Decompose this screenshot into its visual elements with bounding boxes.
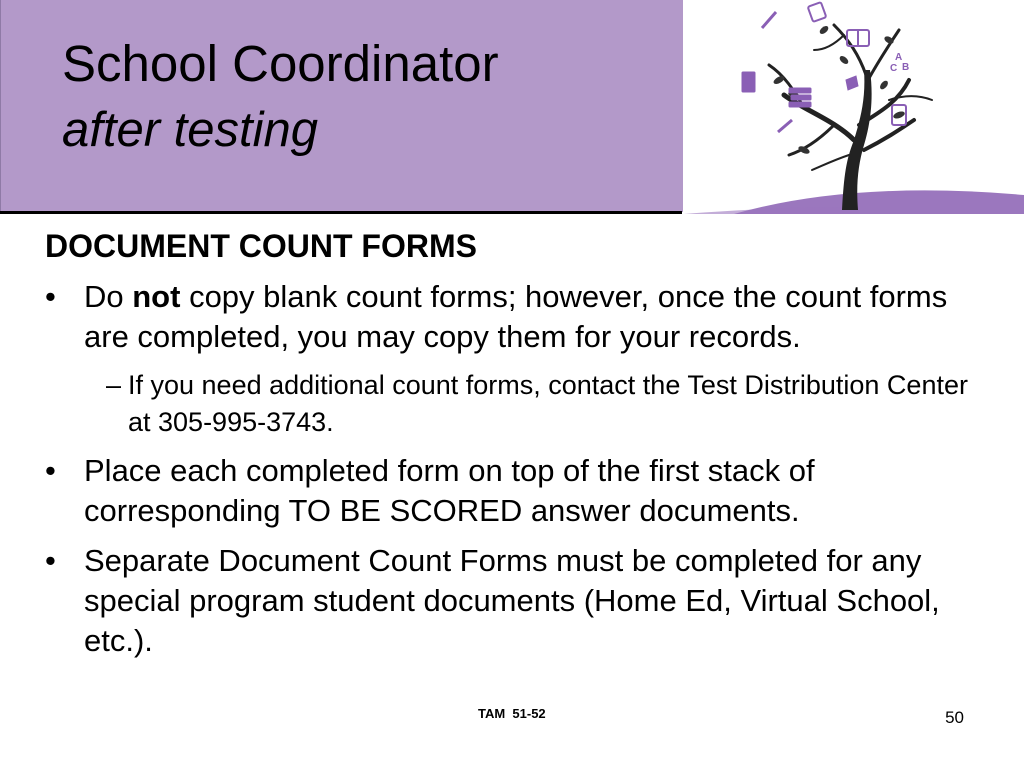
slide-content — [45, 226, 975, 671]
bullet-item — [45, 541, 975, 661]
bullet-text-prefix: Do — [84, 279, 133, 314]
page-number: 50 — [945, 708, 964, 727]
bullet-marker: • — [45, 279, 56, 314]
svg-text:A: A — [895, 52, 903, 63]
slide-title: School Coordinator — [62, 35, 499, 92]
bullet-marker: • — [45, 453, 56, 488]
bullet-item — [45, 451, 975, 531]
bullet-item — [45, 277, 975, 357]
bullet-text-rest: copy blank count forms; however, once the count forms are completed, you may copy them for your records. — [84, 279, 948, 354]
svg-text:C: C — [890, 63, 898, 74]
bullet-text: Separate Document Count Forms must be completed for any special program student documents (Home Ed, Virtual School, etc.). — [84, 543, 940, 658]
bullet-marker: • — [45, 543, 56, 578]
bullet-text-emphasis: not — [132, 279, 181, 314]
section-heading: DOCUMENT COUNT FORMS — [45, 228, 477, 264]
footer-reference: TAM 51-52 — [478, 706, 546, 721]
header-divider — [0, 211, 682, 214]
book-tree-icon — [684, 0, 1024, 214]
svg-text:B: B — [902, 62, 910, 73]
sub-bullet-marker: – — [106, 370, 122, 400]
slide-subtitle: after testing — [62, 103, 319, 157]
sub-bullet-text: If you need additional count forms, contact the Test Distribution Center at 305-995-3743. — [128, 370, 968, 437]
sub-bullet-item — [106, 367, 975, 441]
bullet-text: Place each completed form on top of the first stack of corresponding TO BE SCORED answer documents. — [84, 453, 815, 528]
